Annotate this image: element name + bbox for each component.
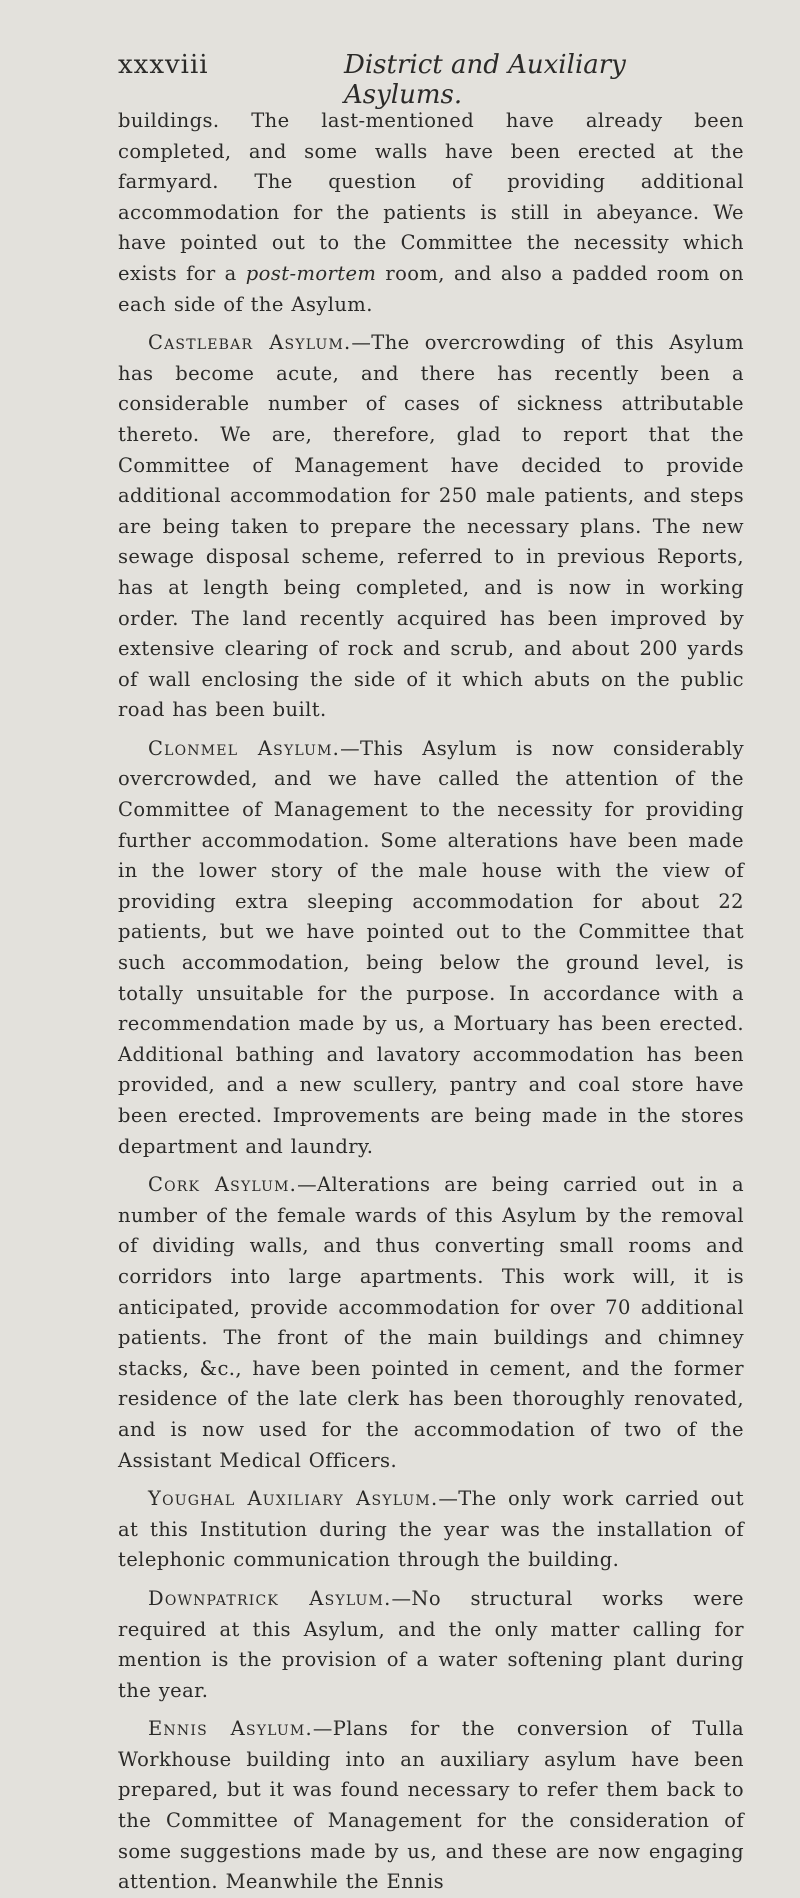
body-text [62,106,744,1898]
paragraph-clonmel [118,734,744,1162]
paragraph-cork [118,1170,744,1476]
running-title: District and Auxiliary Asylums. [344,50,626,110]
paragraph-ennis [118,1714,744,1898]
paragraph-text: —The only work carried out at this Institution during the year was the installation of telephonic communication through the building. [118,1487,744,1572]
paragraph-text: buildings. The last-mentioned have already been completed, and some walls have been erected at the farmyard. The question of providing additional accommodation for the patients is still in abeyance. We have pointed out to the Committee the necessity which exists for a [118,109,744,285]
paragraph-text: —Alterations are being carried out in a number of the female wards of this Asylum by the removal of dividing walls, and thus converting small rooms and corridors into large apartments. This work will, it is anticipated, provide accommodation for over 70 additional patients. The front of the main buildings and chimney stacks, &c., have been pointed in cement, and the former residence of the late clerk has been thoroughly renovated, and is now used for the accommodation of two of the Assistant Medical Officers. [118,1173,744,1472]
paragraph-text: room, and also a padded room on each side of the Asylum. [118,261,744,316]
section-heading: Youghal Auxiliary Asylum. [148,1487,439,1511]
paragraph-text: —The overcrowding of this Asylum has become acute, and there has recently been a considerable number of cases of sickness attributable thereto. We are, therefore, glad to report that the Committee of Management have decided to provide additional accommodation for 250 male patients, and steps are being taken to prepare the necessary plans. The new sewage disposal scheme, referred to in previous Reports, has at length being completed, and is now in working order. The land recently acquired has been improved by extensive clearing of rock and scrub, and about 200 yards of wall enclosing the side of it which abuts on the public road has been built. [118,331,744,722]
page-header [62,50,744,110]
paragraph-text: —This Asylum is now considerably overcrowded, and we have called the attention of the Committee of Management to the necessity for providing further accommodation. Some alterations have been made in the lower story of the male house with the view of providing extra sleeping accommodation for about 22 patients, but we have pointed out to the Committee that such accommodation, being below the ground level, is totally unsuitable for the purpose. In accordance with a recommendation made by us, a Mortuary has been erected. Additional bathing and lavatory accommodation has been provided, and a new scullery, pantry and coal store have been erected. Improvements are being made in the stores department and laundry. [118,736,744,1158]
section-heading: Downpatrick Asylum. [148,1586,392,1610]
section-heading: Ennis Asylum. [148,1717,313,1741]
paragraph-buildings [118,106,744,320]
paragraph-text: —No structural works were required at this Asylum, and the only matter calling for mention is the provision of a water softening plant during the year. [118,1586,744,1702]
paragraph-downpatrick [118,1584,744,1706]
page-number: xxxviii [118,50,209,80]
section-heading: Cork Asylum. [148,1173,298,1197]
paragraph-youghal [118,1484,744,1576]
section-heading: Clonmel Asylum. [148,736,341,760]
section-heading: Castlebar Asylum. [148,331,352,355]
paragraph-text: —Plans for the conversion of Tulla Workhouse building into an auxiliary asylum have been prepared, but it was found necessary to refer them back to the Committee of Management for the consideration of some suggestions made by us, and these are now engaging attention. Meanwhile the Ennis [118,1717,744,1894]
italic-term: post-mortem [245,261,377,285]
paragraph-castlebar [118,328,744,726]
